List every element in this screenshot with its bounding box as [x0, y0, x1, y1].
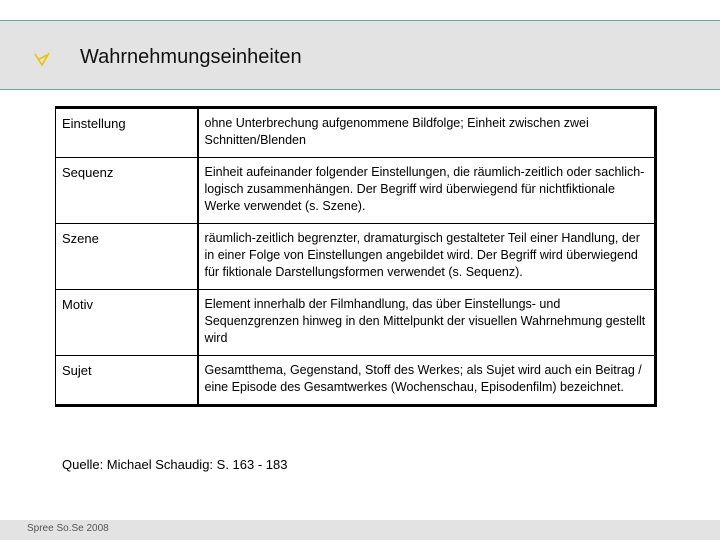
table-row: [56, 290, 656, 356]
table-row: [56, 108, 656, 158]
definition-cell: räumlich-zeitlich begrenzter, dramaturgisch gestalteter Teil einer Handlung, der in einer Folge von Einstellungen angebildet wird. Der Begriff wird überwiegend für fiktionale Darstellungsformen verwendet (s. Sequenz).: [198, 224, 656, 290]
definition-cell: Einheit aufeinander folgender Einstellungen, die räumlich-zeitlich oder sachlich-logisch zusammenhängen. Der Begriff wird überwiegend für nichtfiktionale Werke verwendet (s. Szene).: [198, 158, 656, 224]
term-cell: Szene: [56, 224, 198, 290]
definition-cell: Gesamtthema, Gegenstand, Stoff des Werkes; als Sujet wird auch ein Beitrag / eine Episode des Gesamtwerkes (Wochenschau, Episodenfilm) bezeichnet.: [198, 356, 656, 406]
page-title: Wahrnehmungseinheiten: [80, 46, 302, 68]
definitions-table: [55, 106, 657, 407]
table-row: [56, 158, 656, 224]
table-row: [56, 356, 656, 406]
table-row: [56, 224, 656, 290]
term-cell: Einstellung: [56, 108, 198, 158]
check-arrow-icon: [34, 51, 50, 67]
term-cell: Motiv: [56, 290, 198, 356]
definitions-table-wrapper: [55, 106, 655, 407]
term-cell: Sequenz: [56, 158, 198, 224]
term-cell: Sujet: [56, 356, 198, 406]
definition-cell: ohne Unterbrechung aufgenommene Bildfolge; Einheit zwischen zwei Schnitten/Blenden: [198, 108, 656, 158]
source-citation: Quelle: Michael Schaudig: S. 163 - 183: [62, 457, 288, 472]
footer-label: Spree So.Se 2008: [27, 523, 109, 534]
definition-cell: Element innerhalb der Filmhandlung, das über Einstellungs- und Sequenzgrenzen hinweg in den Mittelpunkt der visuellen Wahrnehmung gestellt wird: [198, 290, 656, 356]
